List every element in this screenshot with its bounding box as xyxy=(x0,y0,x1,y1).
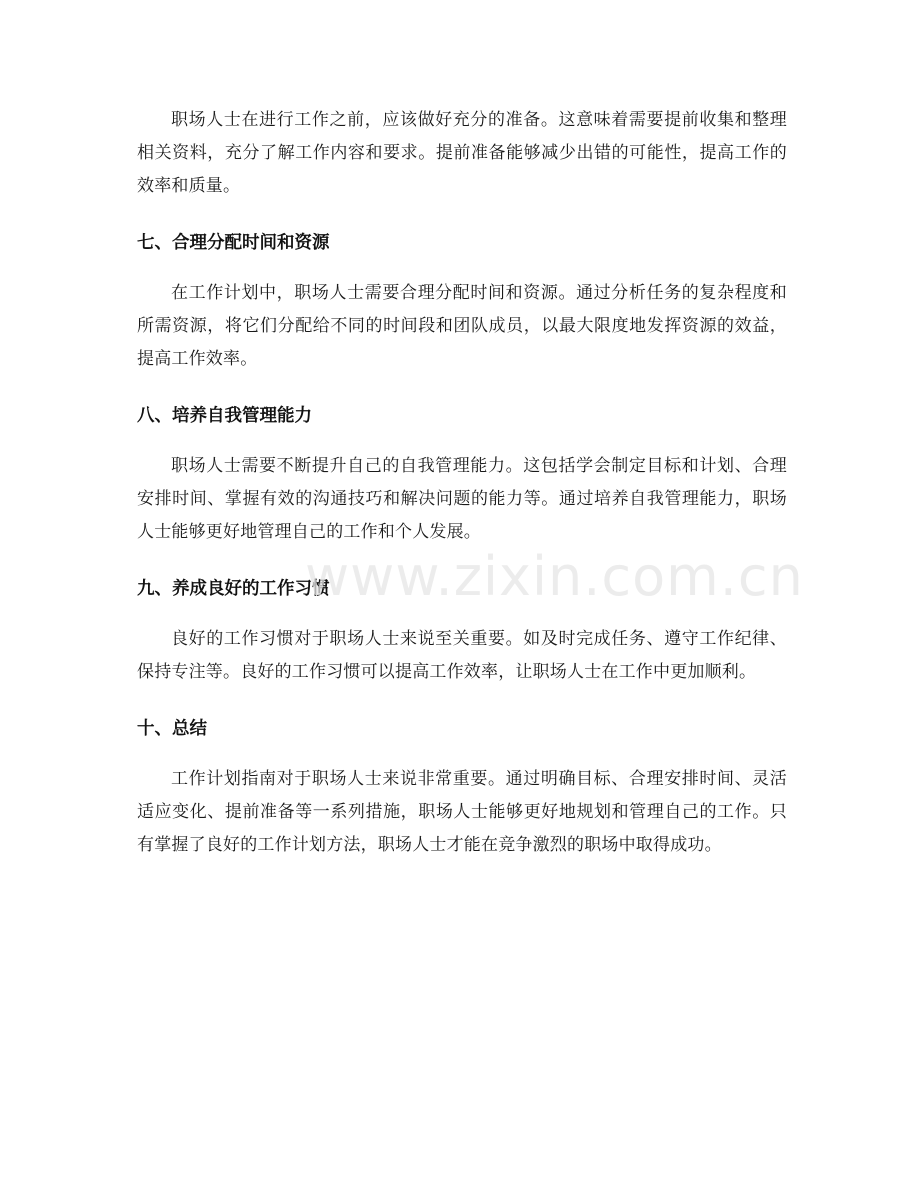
spacer xyxy=(137,430,787,450)
section-heading-10: 十、总结 xyxy=(137,719,207,739)
section-paragraph-7: 在工作计划中，职场人士需要合理分配时间和资源。通过分析任务的复杂程度和所需资源，将它们分配给不同的时间段和团队成员，以最大限度地发挥资源的效益，提高工作效率。 xyxy=(137,283,787,369)
section-heading-9: 九、养成良好的工作习惯 xyxy=(137,579,330,599)
spacer xyxy=(137,257,787,277)
spacer xyxy=(137,203,787,229)
spacer xyxy=(137,549,787,575)
section-paragraph-9: 良好的工作习惯对于职场人士来说至关重要。如及时完成任务、遵守工作纪律、保持专注等。良好的工作习惯可以提高工作效率，让职场人士在工作中更加顺利。 xyxy=(137,629,787,682)
section-paragraph-8: 职场人士需要不断提升自己的自我管理能力。这包括学会制定目标和计划、合理安排时间、掌握有效的沟通技巧和解决问题的能力等。通过培养自我管理能力，职场人士能够更好地管理自己的工作和个人发展。 xyxy=(137,456,787,542)
spacer xyxy=(137,743,787,763)
spacer xyxy=(137,603,787,623)
document-body xyxy=(137,104,787,862)
section-heading-8: 八、培养自我管理能力 xyxy=(137,406,312,426)
section-heading-7: 七、合理分配时间和资源 xyxy=(137,233,330,253)
spacer xyxy=(137,376,787,402)
intro-paragraph: 职场人士在进行工作之前，应该做好充分的准备。这意味着需要提前收集和整理相关资料，充分了解工作内容和要求。提前准备能够减少出错的可能性，提高工作的效率和质量。 xyxy=(137,110,787,196)
watermark-text: www.zixin.com.cn xyxy=(305,545,804,608)
section-paragraph-10: 工作计划指南对于职场人士来说非常重要。通过明确目标、合理安排时间、灵活适应变化、提前准备等一系列措施，职场人士能够更好地规划和管理自己的工作。只有掌握了良好的工作计划方法，职场人士才能在竞争激烈的职场中取得成功。 xyxy=(137,769,787,855)
spacer xyxy=(137,689,787,715)
